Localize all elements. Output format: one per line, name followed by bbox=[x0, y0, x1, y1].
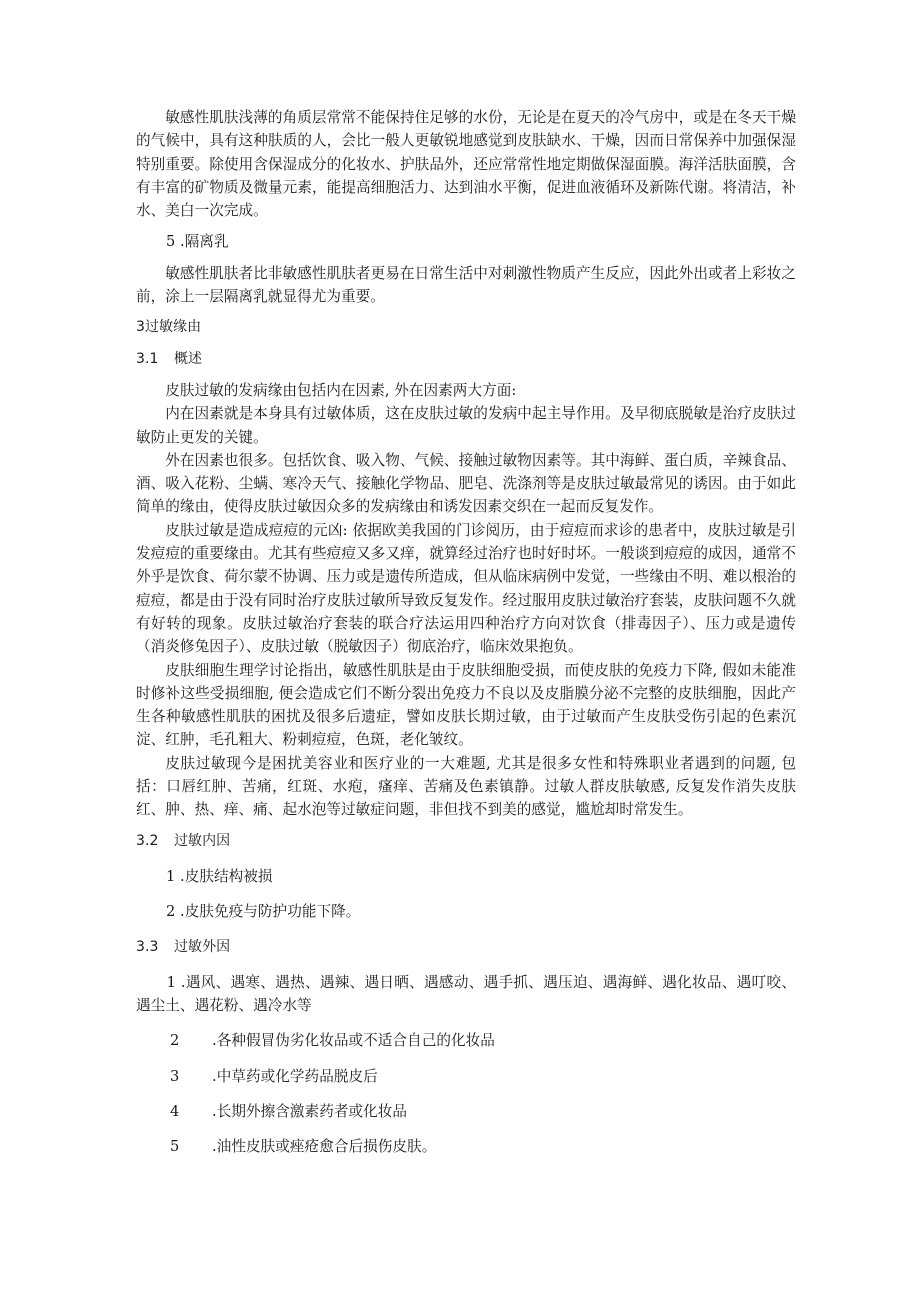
section-title: 过敏内因 bbox=[174, 832, 231, 849]
list-item-external-1: 1 .遇风、遇寒、遇热、遇辣、遇日晒、遇感动、遇手抓、遇压迫、遇海鲜、遇化妆品、遇叮咬、遇尘土、遇花粉、遇冷水等 bbox=[136, 973, 796, 1015]
list-text: .长期外擦含激素药者或化妆品 bbox=[212, 1102, 408, 1120]
list-text: .各种假冒伪劣化妆品或不适合自己的化妆品 bbox=[212, 1032, 495, 1050]
subsection-heading-3-1 bbox=[136, 348, 796, 371]
list-text: .隔离乳 bbox=[180, 233, 229, 251]
list-item-external-2 bbox=[136, 1029, 796, 1052]
paragraph-cell-physiology: 皮肤细胞生理学讨论指出，敏感性肌肤是由于皮肤细胞受损，而使皮肤的免疫力下降, 假如未能准时修补这些受损细胞, 便会造成它们不断分裂出免疫力不良以及皮脂膜分泌不完整的皮肤细胞，因此产生各种敏感性肌肤的困扰及很多后遗症，譬如皮肤长期过敏，由于过敏而产生皮肤受伤引起的色素沉淀、红肿，毛孔粗大、粉刺痘痘，色斑，老化皱纹。 bbox=[136, 661, 796, 749]
list-item-internal-1 bbox=[136, 865, 796, 888]
list-number: 1 bbox=[166, 867, 176, 885]
list-item-external-3 bbox=[136, 1065, 796, 1088]
section-title: 过敏外因 bbox=[174, 938, 231, 955]
paragraph-moisturizing: 敏感性肌肤浅薄的角质层常常不能保持住足够的水份，无论是在夏天的冷气房中，或是在冬天干燥的气候中，具有这种肤质的人，会比一般人更敏锐地感觉到皮肤缺水、干燥，因而日常保养中加强保湿特别重要。除使用含保湿成分的化妆水、护肤品外，还应常常性地定期做保湿面膜。海洋活肤面膜，含有丰富的矿物质及微量元素，能提高细胞活力、达到油水平衡，促进血液循环及新陈代谢。将清洁，补水、美白一次完成。 bbox=[136, 109, 796, 220]
list-number: 5 bbox=[166, 233, 176, 251]
section-number: 3.3 bbox=[136, 938, 159, 955]
list-text: .皮肤结构被损 bbox=[180, 867, 273, 885]
document-page bbox=[136, 106, 796, 1159]
subsection-heading-3-2 bbox=[136, 830, 796, 853]
subsection-heading-3-3 bbox=[136, 936, 796, 959]
section-number: 3.1 bbox=[136, 350, 159, 367]
list-item-isolation-cream bbox=[136, 230, 796, 253]
list-item-external-5 bbox=[136, 1135, 796, 1158]
list-number: 5 bbox=[170, 1138, 180, 1156]
paragraph-isolation-cream: 敏感性肌肤者比非敏感性肌肤者更易在日常生活中对刺激性物质产生反应，因此外出或者上彩妆之前，涂上一层隔离乳就显得尤为重要。 bbox=[136, 264, 796, 306]
list-number: 3 bbox=[170, 1067, 180, 1085]
list-number: 2 bbox=[170, 1032, 180, 1050]
list-text: .中草药或化学药品脱皮后 bbox=[212, 1067, 378, 1085]
section-title: 概述 bbox=[174, 350, 203, 367]
list-item-external-4 bbox=[136, 1100, 796, 1123]
list-number: 2 bbox=[166, 903, 176, 921]
paragraph-external-factors: 外在因素也很多。包括饮食、吸入物、气候、接触过敏物因素等。其中海鲜、蛋白质，辛辣食品、酒、吸入花粉、尘螨、寒冷天气、接触化学物品、肥皂、洗涤剂等是皮肤过敏最常见的诱因。由于如此简单的缘由，使得皮肤过敏因众多的发病缘由和诱发因素交织在一起而反复发作。 bbox=[136, 451, 796, 516]
paragraph-acne: 皮肤过敏是造成痘痘的元凶: 依据欧美我国的门诊阅历，由于痘痘而求诊的患者中，皮肤过敏是引发痘痘的重要缘由。尤其有些痘痘又多又痒，就算经过治疗也时好时坏。一般谈到痘痘的成因，通常不外乎是饮食、荷尔蒙不协调、压力或是遗传所造成，但从临床病例中发觉，一些缘由不明、难以根治的痘痘，都是由于没有同时治疗皮肤过敏所导致反复发作。经过服用皮肤过敏治疗套装，皮肤问题不久就有好转的现象。皮肤过敏治疗套装的联合疗法运用四种治疗方向对饮食（排毒因子）、压力或是遗传（消炎修兔因子）、皮肤过敏（脱敏因子）彻底治疗，临床效果抱负。 bbox=[136, 521, 796, 656]
paragraph-internal-factors: 内在因素就是本身具有过敏体质，这在皮肤过敏的发病中起主导作用。及早彻底脱敏是治疗皮肤过敏防止更发的关键。 bbox=[136, 405, 796, 446]
section-heading-3: 3过敏缘由 bbox=[136, 319, 202, 336]
paragraph-causes-intro: 皮肤过敏的发病缘由包括内在因素, 外在因素两大方面: bbox=[165, 381, 517, 399]
list-item-internal-2 bbox=[136, 900, 796, 923]
list-number: 4 bbox=[170, 1102, 180, 1120]
paragraph-allergy-problem: 皮肤过敏现今是困扰美容业和医疗业的一大难题, 尤其是很多女性和特殊职业者遇到的问题, 包括：口唇红肿、苦痛，红斑、水疱，瘙痒、苦痛及色素镇静。过敏人群皮肤敏感, 反复发作消失皮肤红、肿、热、痒、痛、起水泡等过敏症问题，非但找不到美的感觉，尴尬却时常发生。 bbox=[136, 754, 796, 819]
section-number: 3.2 bbox=[136, 832, 159, 849]
list-text: .油性皮肤或痤疮愈合后损伤皮肤。 bbox=[212, 1138, 437, 1156]
list-text: .皮肤免疫与防护功能下降。 bbox=[180, 903, 361, 921]
